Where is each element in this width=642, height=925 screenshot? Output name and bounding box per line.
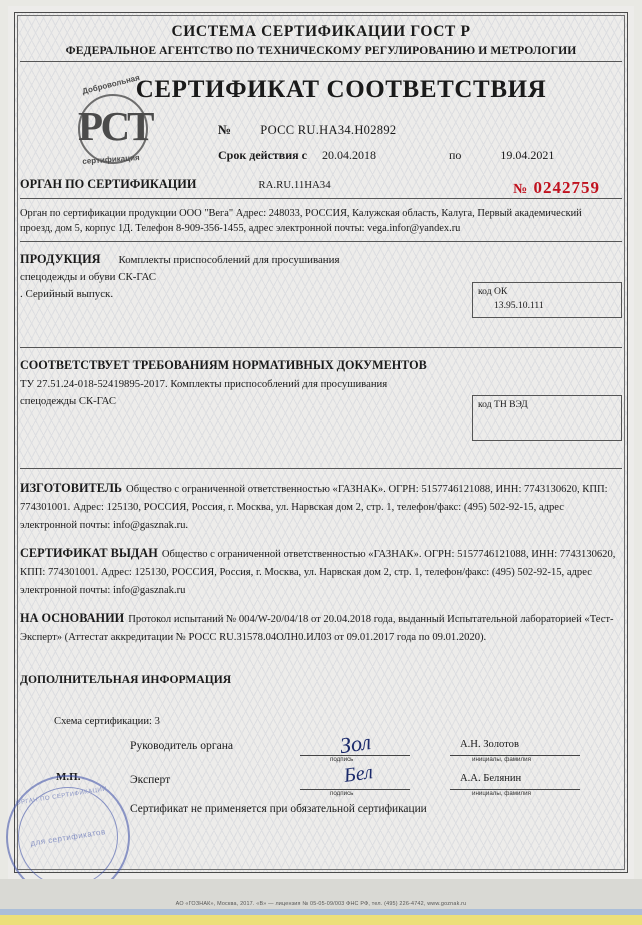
- product-label: ПРОДУКЦИЯ: [20, 252, 101, 267]
- issued-to-section: [20, 544, 622, 599]
- signature-line-head: [300, 755, 410, 756]
- certification-body-label: ОРГАН ПО СЕРТИФИКАЦИИ: [20, 177, 197, 191]
- emblem-arc-bottom-label: сертификация: [82, 153, 140, 166]
- validity-to-label: по: [449, 148, 462, 162]
- footnote-text: Сертификат не применяется при обязательной сертификации: [130, 803, 427, 816]
- signature-role-head: Руководитель органа: [130, 739, 234, 753]
- signature-name-head: А.Н. Золотов: [460, 739, 519, 751]
- ok-code-label: код ОК: [478, 285, 508, 297]
- validity-row: [218, 148, 622, 163]
- divider-1: [20, 198, 622, 199]
- seal-place-label: М.П.: [56, 771, 81, 784]
- certificate-number-row: [218, 122, 622, 138]
- signature-line-expert: [300, 789, 410, 790]
- norms-line1: ТУ 27.51.24-018-52419895-2017. Комплекты приспособлений для просушивания: [20, 377, 388, 390]
- handwritten-signature-head: Зол: [338, 729, 373, 759]
- product-value-line3: . Серийный выпуск.: [20, 287, 114, 300]
- tnved-code-box: [472, 395, 622, 441]
- name-caption-expert: инициалы, фамилия: [472, 790, 531, 798]
- validity-from-value: 20.04.2018: [322, 148, 376, 162]
- blank-number: [513, 178, 600, 198]
- signature-row-head: [20, 729, 622, 769]
- emblem-letters: РСТ: [78, 103, 152, 149]
- certification-body-code: RA.RU.11НА34: [258, 179, 331, 191]
- certification-scheme: Схема сертификации: 3: [54, 716, 160, 728]
- number-symbol: №: [218, 122, 232, 137]
- norms-label: СООТВЕТСТВУЕТ ТРЕБОВАНИЯМ НОРМАТИВНЫХ ДОКУМЕНТОВ: [20, 357, 427, 372]
- manufacturer-section: [20, 479, 622, 534]
- certificate-content: [20, 18, 622, 867]
- gost-r-emblem-icon: [62, 73, 160, 178]
- certification-body-details: Орган по сертификации продукции ООО "Вега" Адрес: 248033, РОССИЯ, Калужская область, Калуга, Первый академический проезд, дом 5, корпус 1Д. Телефон 8-909-356-1455, адрес электронной почты: vega.infor@yandex.ru: [20, 208, 582, 235]
- signature-caption-expert: подпись: [330, 790, 354, 798]
- basis-label: НА ОСНОВАНИИ: [20, 610, 125, 625]
- yellow-security-bar: [0, 915, 642, 925]
- signature-caption-head: подпись: [330, 756, 354, 764]
- manufacturer-label: ИЗГОТОВИТЕЛЬ: [20, 480, 123, 495]
- emblem-arc-top-label: Добровольная: [81, 73, 141, 96]
- blank-number-value: 0242759: [533, 178, 600, 197]
- name-caption-head: инициалы, фамилия: [472, 756, 531, 764]
- tnved-code-label: код ТН ВЭД: [478, 398, 528, 410]
- basis-text: Протокол испытаний № 004/W-20/04/18 от 20.04.2018 года, выданный Испытательной лабораторией «Тест-Эксперт» (Аттестат аккредитации № РОСС RU.31578.04ОЛН0.ИЛ03 от 09.01.2017 года по 09.01.2020).: [20, 613, 614, 644]
- certificate-number-value: РОСС RU.НА34.Н02892: [260, 123, 397, 137]
- norms-line2: спецодежды СК-ГАС: [20, 394, 116, 407]
- ok-code-value: 13.95.10.111: [494, 299, 544, 311]
- ok-code-box: [472, 282, 622, 318]
- document-title: СЕРТИФИКАТ СООТВЕТСТВИЯ: [135, 76, 547, 103]
- product-row: [20, 250, 622, 268]
- divider-4: [20, 468, 622, 469]
- validity-to-value: 19.04.2021: [500, 148, 555, 162]
- manufacturer-text: Общество с ограниченной ответственностью «ГАЗНАК». ОГРН: 5157746121088, ИНН: 7743130620, КПП: 774301001. Адрес: 125130, РОССИЯ, Россия, г. Москва, ул. Нарвская дом 2, стр. 1, телефон/факс: (495) 502-92-15, адрес электронной почты: info@gasznak.ru.: [20, 483, 608, 532]
- additional-info-label: ДОПОЛНИТЕЛЬНАЯ ИНФОРМАЦИЯ: [20, 673, 232, 687]
- product-value-line2: спецодежды и обуви СК-ГАС: [20, 271, 157, 284]
- stamp-center-text: для сертификатов: [29, 827, 107, 848]
- signature-role-expert: Эксперт: [130, 773, 171, 787]
- validity-from-label: с: [301, 148, 307, 162]
- system-header-line1: СИСТЕМА СЕРТИФИКАЦИИ ГОСТ Р: [171, 23, 471, 40]
- handwritten-signature-expert: Бел: [342, 761, 375, 788]
- issued-to-text: Общество с ограниченной ответственностью «ГАЗНАК». ОГРН: 5157746121088, ИНН: 7743130620, КПП: 774301001. Адрес: 125130, РОССИЯ, Россия, г. Москва, ул. Нарвская дом 2, стр. 1, телефон/факс: (495) 502-92-15, адрес электронной почты: info@gasznak.ru: [20, 548, 616, 597]
- stamp-top-text: ОРГАН ПО СЕРТИФИКАЦИИ: [15, 786, 108, 807]
- system-header-line2: ФЕДЕРАЛЬНОЕ АГЕНТСТВО ПО ТЕХНИЧЕСКОМУ РЕГУЛИРОВАНИЮ И МЕТРОЛОГИИ: [20, 44, 622, 62]
- signature-name-expert: А.А. Белянин: [460, 773, 522, 785]
- validity-label: Срок действия: [218, 148, 299, 162]
- basis-section: [20, 609, 622, 646]
- blank-number-symbol: №: [513, 182, 529, 197]
- divider-2: [20, 241, 622, 242]
- product-value-line1: Комплекты приспособлений для просушивания: [118, 254, 340, 267]
- issued-to-label: СЕРТИФИКАТ ВЫДАН: [20, 545, 158, 560]
- divider-3: [20, 347, 622, 348]
- goznak-footer: АО «ГОЗНАК», Москва, 2017. «В» — лицензия № 05-05-09/003 ФНС РФ, тел. (495) 226-4742, www.goznak.ru: [175, 901, 467, 907]
